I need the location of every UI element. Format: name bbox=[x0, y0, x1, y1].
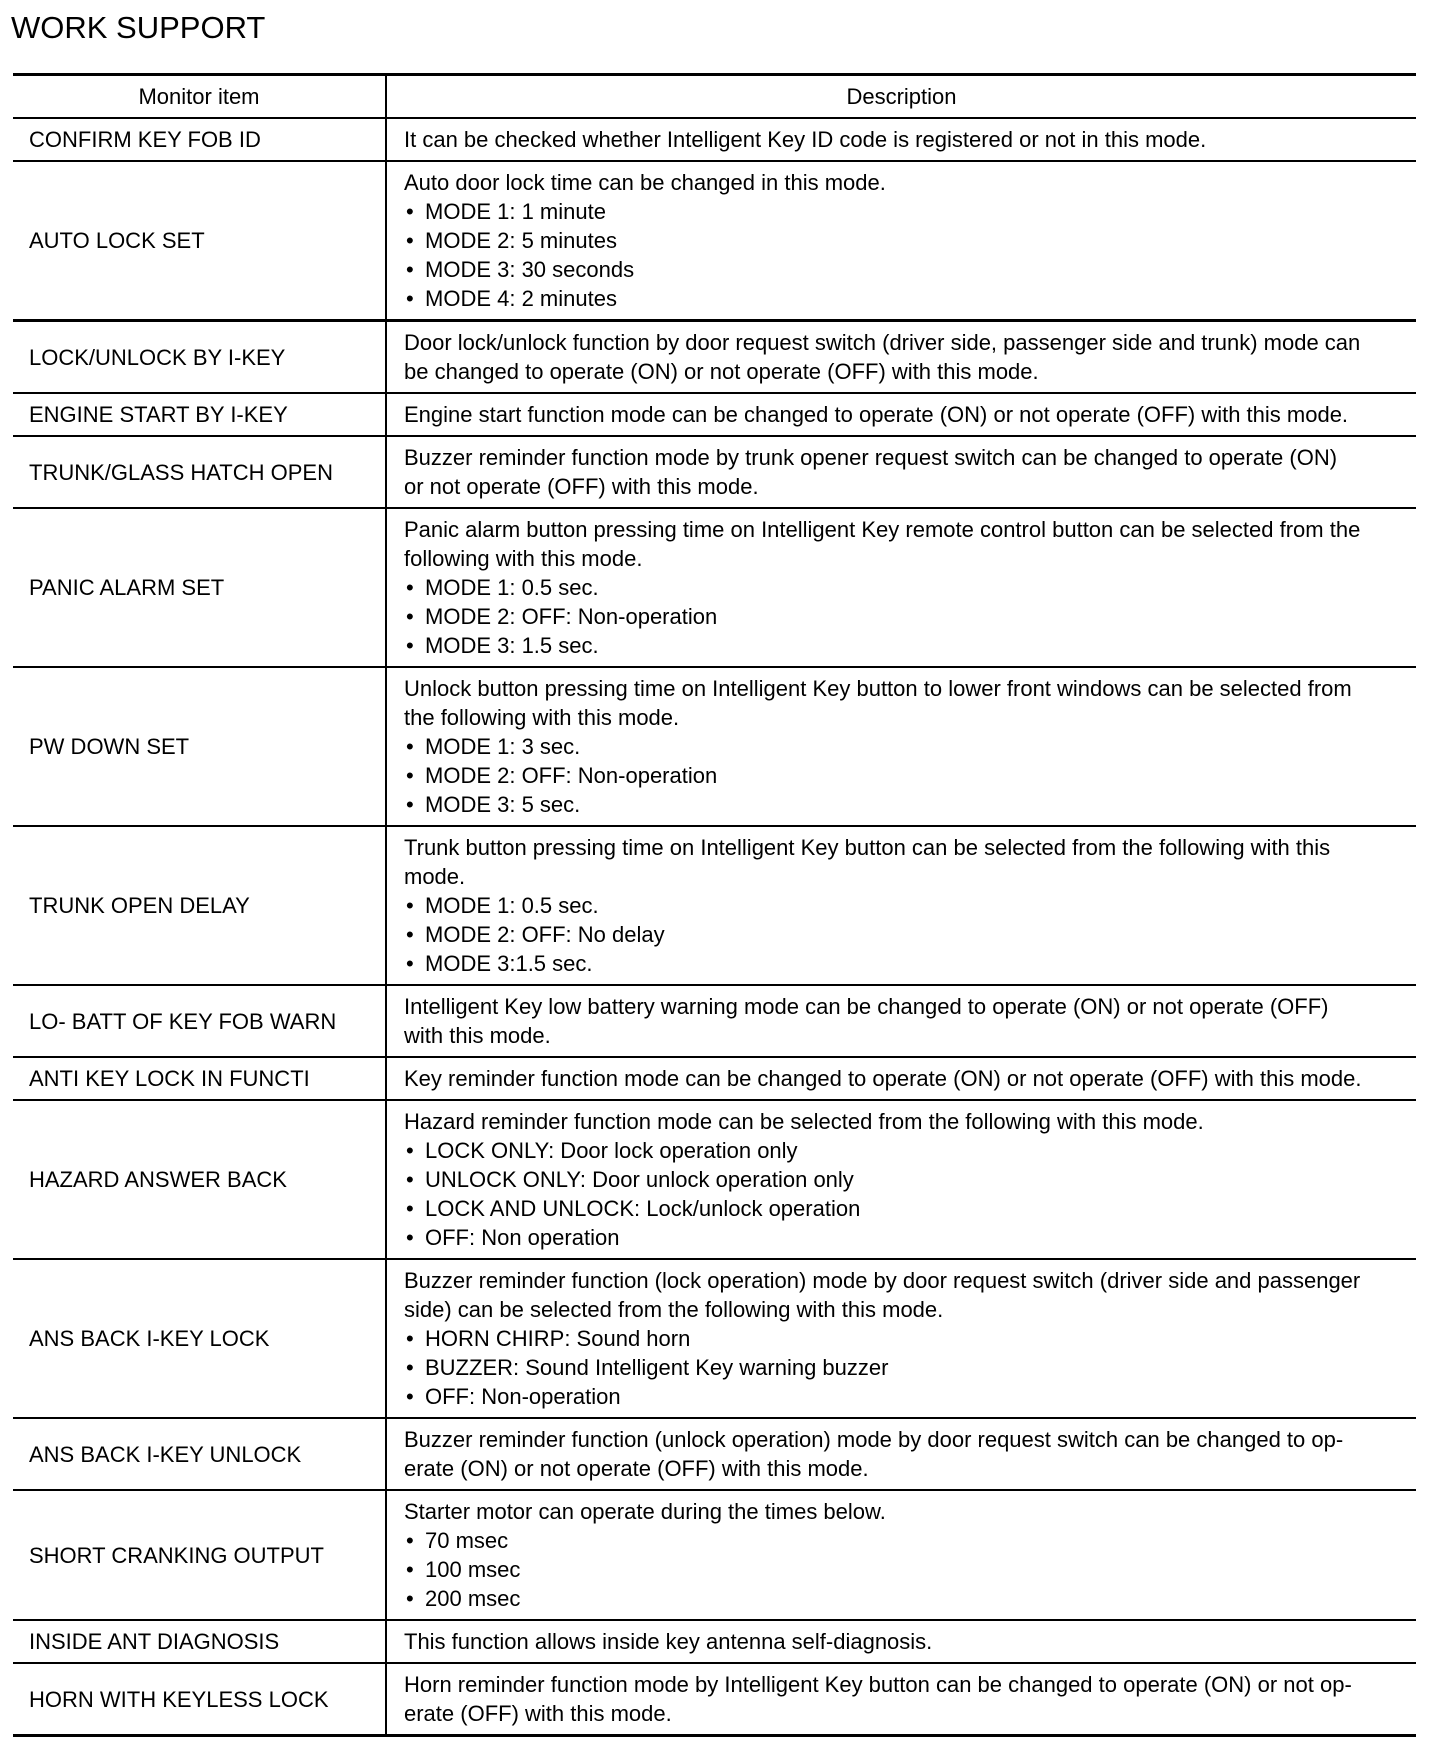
bullet-icon: • bbox=[406, 792, 414, 817]
monitor-item-label: PW DOWN SET bbox=[29, 734, 190, 759]
bullet-text: BUZZER: Sound Intelligent Key warning buzzer bbox=[425, 1355, 889, 1380]
bullet-icon: • bbox=[406, 286, 414, 311]
bullet-text: MODE 1: 0.5 sec. bbox=[425, 575, 599, 600]
description-cell bbox=[387, 668, 1416, 825]
bullet-text: 200 msec bbox=[425, 1586, 521, 1611]
description-cell bbox=[387, 1664, 1416, 1734]
description-cell bbox=[387, 1621, 1416, 1662]
bullet-item bbox=[404, 1194, 1410, 1223]
bullet-text: HORN CHIRP: Sound horn bbox=[425, 1326, 691, 1351]
description-line: Intelligent Key low battery warning mode can be changed to operate (ON) or not operate (OFF) bbox=[404, 994, 1329, 1019]
monitor-item-cell bbox=[13, 1664, 387, 1734]
bullet-icon: • bbox=[406, 1225, 414, 1250]
bullet-text: MODE 3: 1.5 sec. bbox=[425, 633, 599, 658]
description-line: Auto door lock time can be changed in this mode. bbox=[404, 170, 886, 195]
bullet-icon: • bbox=[406, 922, 414, 947]
description-line: Buzzer reminder function (unlock operation) mode by door request switch can be changed to op- bbox=[404, 1427, 1344, 1452]
monitor-item-label: ANS BACK I-KEY UNLOCK bbox=[29, 1441, 302, 1467]
table-row bbox=[13, 827, 1416, 986]
description-line: Unlock button pressing time on Intelligent Key button to lower front windows can be selected from bbox=[404, 676, 1352, 701]
description-line: This function allows inside key antenna self-diagnosis. bbox=[404, 1629, 933, 1654]
monitor-item-cell bbox=[13, 119, 387, 160]
monitor-item-label: AUTO LOCK SET bbox=[29, 228, 205, 253]
bullet-text: MODE 3: 5 sec. bbox=[425, 792, 581, 817]
monitor-item-cell bbox=[13, 827, 387, 984]
monitor-item-label: INSIDE ANT DIAGNOSIS bbox=[29, 1629, 280, 1654]
monitor-item-cell bbox=[13, 509, 387, 666]
bullet-item bbox=[404, 1584, 1410, 1613]
table-row bbox=[13, 322, 1416, 394]
table-row bbox=[13, 1101, 1416, 1260]
monitor-item-label: SHORT CRANKING OUTPUT bbox=[29, 1542, 324, 1568]
bullet-item bbox=[404, 1324, 1410, 1353]
bullet-item bbox=[404, 226, 1410, 255]
bullet-text: MODE 4: 2 minutes bbox=[425, 286, 617, 311]
bullet-text: MODE 1: 0.5 sec. bbox=[425, 893, 599, 918]
bullet-icon: • bbox=[406, 1167, 414, 1192]
description-line: Panic alarm button pressing time on Intelligent Key remote control button can be selected from the bbox=[404, 517, 1361, 542]
monitor-item-header bbox=[13, 76, 387, 117]
description-line: Starter motor can operate during the times below. bbox=[404, 1499, 886, 1524]
description-cell bbox=[387, 509, 1416, 666]
bullet-item bbox=[404, 197, 1410, 226]
bullet-text: MODE 2: OFF: No delay bbox=[425, 922, 665, 947]
description-line: Horn reminder function mode by Intelligent Key button can be changed to operate (ON) or not op- bbox=[404, 1672, 1352, 1697]
monitor-item-cell bbox=[13, 986, 387, 1056]
description-line: erate (OFF) with this mode. bbox=[404, 1701, 672, 1726]
monitor-item-label: CONFIRM KEY FOB ID bbox=[29, 127, 261, 152]
monitor-item-label: LOCK/UNLOCK BY I-KEY bbox=[29, 344, 286, 370]
bullet-item bbox=[404, 732, 1410, 761]
bullet-icon: • bbox=[406, 951, 414, 976]
bullet-icon: • bbox=[406, 763, 414, 788]
description-line: mode. bbox=[404, 864, 466, 889]
monitor-item-cell bbox=[13, 1260, 387, 1417]
table-row bbox=[13, 119, 1416, 162]
bullet-icon: • bbox=[406, 1196, 414, 1221]
bullet-text: MODE 3:1.5 sec. bbox=[425, 951, 593, 976]
table-row bbox=[13, 986, 1416, 1058]
bullet-icon: • bbox=[406, 1355, 414, 1380]
bullet-icon: • bbox=[406, 633, 414, 658]
table-header-row bbox=[13, 76, 1416, 119]
description-cell bbox=[387, 1260, 1416, 1417]
monitor-item-cell bbox=[13, 1491, 387, 1619]
table-row bbox=[13, 1664, 1416, 1734]
bullet-text: OFF: Non operation bbox=[425, 1225, 620, 1250]
bullet-icon: • bbox=[406, 1557, 414, 1582]
monitor-item-label: LO- BATT OF KEY FOB WARN bbox=[29, 1008, 337, 1034]
bullet-icon: • bbox=[406, 1586, 414, 1611]
description-line: the following with this mode. bbox=[404, 705, 680, 730]
monitor-item-header-label: Monitor item bbox=[138, 84, 260, 109]
description-cell bbox=[387, 322, 1416, 392]
description-cell bbox=[387, 986, 1416, 1056]
bullet-icon: • bbox=[406, 199, 414, 224]
monitor-item-cell bbox=[13, 437, 387, 507]
description-cell bbox=[387, 1058, 1416, 1099]
bullet-item bbox=[404, 761, 1410, 790]
description-line: Key reminder function mode can be changed to operate (ON) or not operate (OFF) with this mode. bbox=[404, 1066, 1362, 1091]
monitor-item-cell bbox=[13, 668, 387, 825]
monitor-item-label: ENGINE START BY I-KEY bbox=[29, 402, 288, 427]
bullet-text: MODE 1: 3 sec. bbox=[425, 734, 581, 759]
monitor-item-label: HAZARD ANSWER BACK bbox=[29, 1167, 287, 1192]
bullet-icon: • bbox=[406, 1326, 414, 1351]
table-row bbox=[13, 1260, 1416, 1419]
description-line: Buzzer reminder function mode by trunk opener request switch can be changed to operate (ON) bbox=[404, 445, 1338, 470]
bullet-item bbox=[404, 631, 1410, 660]
bullet-text: MODE 2: OFF: Non-operation bbox=[425, 604, 718, 629]
bullet-text: 100 msec bbox=[425, 1557, 521, 1582]
bullet-item bbox=[404, 790, 1410, 819]
bullet-icon: • bbox=[406, 734, 414, 759]
monitor-item-cell bbox=[13, 1058, 387, 1099]
description-line: Engine start function mode can be changed to operate (ON) or not operate (OFF) with this mode. bbox=[404, 402, 1349, 427]
bullet-icon: • bbox=[406, 1528, 414, 1553]
monitor-item-label: TRUNK/GLASS HATCH OPEN bbox=[29, 459, 333, 485]
bullet-icon: • bbox=[406, 1384, 414, 1409]
monitor-item-cell bbox=[13, 394, 387, 435]
monitor-item-label: PANIC ALARM SET bbox=[29, 575, 225, 600]
description-line: be changed to operate (ON) or not operate (OFF) with this mode. bbox=[404, 359, 1039, 384]
bullet-item bbox=[404, 573, 1410, 602]
bullet-item bbox=[404, 949, 1410, 978]
description-cell bbox=[387, 119, 1416, 160]
description-line: side) can be selected from the following with this mode. bbox=[404, 1297, 944, 1322]
monitor-item-cell bbox=[13, 1621, 387, 1662]
bullet-icon: • bbox=[406, 228, 414, 253]
bullet-icon: • bbox=[406, 1138, 414, 1163]
table-row bbox=[13, 394, 1416, 437]
description-line: Trunk button pressing time on Intelligent Key button can be selected from the following with this bbox=[404, 835, 1331, 860]
table-row bbox=[13, 509, 1416, 668]
description-cell bbox=[387, 1101, 1416, 1258]
bullet-item bbox=[404, 1223, 1410, 1252]
description-line: following with this mode. bbox=[404, 546, 643, 571]
bullet-icon: • bbox=[406, 893, 414, 918]
description-line: erate (ON) or not operate (OFF) with this mode. bbox=[404, 1456, 869, 1481]
table-row bbox=[13, 1058, 1416, 1101]
work-support-table bbox=[13, 73, 1416, 1737]
bullet-text: MODE 1: 1 minute bbox=[425, 199, 606, 224]
bullet-item bbox=[404, 1526, 1410, 1555]
bullet-item bbox=[404, 891, 1410, 920]
description-cell bbox=[387, 162, 1416, 319]
table-row bbox=[13, 1621, 1416, 1664]
description-line: Door lock/unlock function by door request switch (driver side, passenger side and trunk) mode can bbox=[404, 330, 1361, 355]
bullet-item bbox=[404, 1165, 1410, 1194]
bullet-icon: • bbox=[406, 257, 414, 282]
description-header bbox=[387, 76, 1416, 117]
bullet-text: 70 msec bbox=[425, 1528, 509, 1553]
bullet-icon: • bbox=[406, 604, 414, 629]
description-header-label: Description bbox=[846, 84, 957, 109]
monitor-item-label: TRUNK OPEN DELAY bbox=[29, 893, 250, 918]
bullet-text: LOCK ONLY: Door lock operation only bbox=[425, 1138, 798, 1163]
description-line: Buzzer reminder function (lock operation) mode by door request switch (driver side and passenger bbox=[404, 1268, 1361, 1293]
bullet-item bbox=[404, 1136, 1410, 1165]
description-line: with this mode. bbox=[404, 1023, 551, 1048]
bullet-text: LOCK AND UNLOCK: Lock/unlock operation bbox=[425, 1196, 861, 1221]
description-cell bbox=[387, 1419, 1416, 1489]
monitor-item-cell bbox=[13, 322, 387, 392]
bullet-text: MODE 3: 30 seconds bbox=[425, 257, 635, 282]
bullet-item bbox=[404, 602, 1410, 631]
table-row bbox=[13, 668, 1416, 827]
bullet-text: MODE 2: 5 minutes bbox=[425, 228, 617, 253]
bullet-item bbox=[404, 1353, 1410, 1382]
bullet-item bbox=[404, 1382, 1410, 1411]
monitor-item-label: ANTI KEY LOCK IN FUNCTI bbox=[29, 1066, 310, 1091]
bullet-item bbox=[404, 1555, 1410, 1584]
monitor-item-label: HORN WITH KEYLESS LOCK bbox=[29, 1686, 329, 1712]
bullet-item bbox=[404, 284, 1410, 313]
bullet-item bbox=[404, 920, 1410, 949]
description-line: or not operate (OFF) with this mode. bbox=[404, 474, 759, 499]
monitor-item-cell bbox=[13, 1101, 387, 1258]
monitor-item-cell bbox=[13, 1419, 387, 1489]
description-cell bbox=[387, 827, 1416, 984]
description-line: It can be checked whether Intelligent Key ID code is registered or not in this mode. bbox=[404, 127, 1207, 152]
bullet-text: MODE 2: OFF: Non-operation bbox=[425, 763, 718, 788]
description-cell bbox=[387, 394, 1416, 435]
description-line: Hazard reminder function mode can be selected from the following with this mode. bbox=[404, 1109, 1204, 1134]
table-row bbox=[13, 1491, 1416, 1621]
description-cell bbox=[387, 1491, 1416, 1619]
bullet-text: UNLOCK ONLY: Door unlock operation only bbox=[425, 1167, 854, 1192]
bullet-text: OFF: Non-operation bbox=[425, 1384, 621, 1409]
bullet-icon: • bbox=[406, 575, 414, 600]
bullet-item bbox=[404, 255, 1410, 284]
monitor-item-cell bbox=[13, 162, 387, 319]
table-row bbox=[13, 1419, 1416, 1491]
table-row bbox=[13, 162, 1416, 322]
table-row bbox=[13, 437, 1416, 509]
description-cell bbox=[387, 437, 1416, 507]
monitor-item-label: ANS BACK I-KEY LOCK bbox=[29, 1326, 270, 1351]
page-title: WORK SUPPORT bbox=[11, 10, 266, 45]
